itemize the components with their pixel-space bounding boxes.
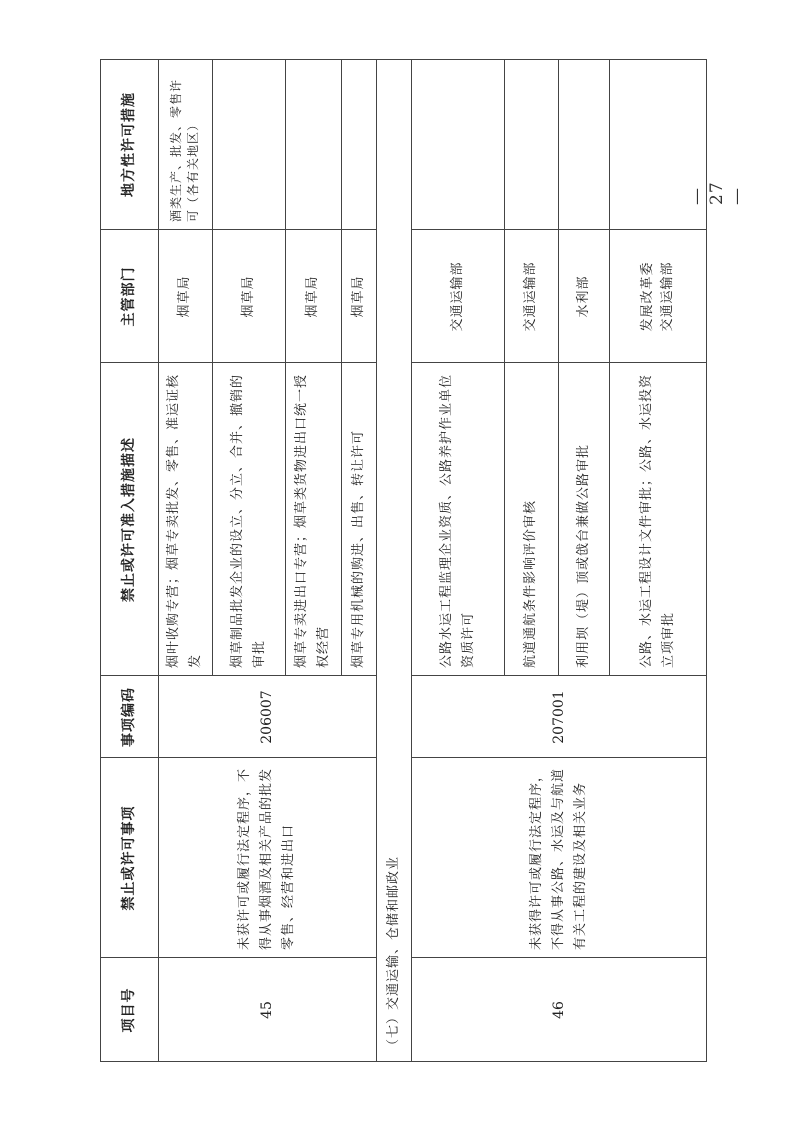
- row45-measure-1-description: 烟叶收购专营；烟草专卖批发、零售、准运证核发: [166, 373, 203, 668]
- header-item: 禁止或许可事项: [121, 805, 137, 911]
- row46-item-no: 46: [551, 1001, 567, 1019]
- row45-measure-4-local: [341, 59, 376, 230]
- row45-measure-2-department: 烟草局: [240, 275, 256, 318]
- row45-measure-4-description: 烟草专用机械的购进、出售、转让许可: [350, 429, 366, 668]
- row45-measure-4-department: 烟草局: [350, 275, 366, 318]
- row46-measure-1-description: 公路水运工程监理企业资质、公路养护作业单位资质许可: [438, 373, 476, 668]
- row45-measure-3-local: [285, 59, 341, 230]
- row46-measure-2-department: 交通运输部: [523, 261, 538, 332]
- row45-measure-1-department: 烟草局: [177, 275, 192, 318]
- row46-measure-1-department: 交通运输部: [449, 261, 465, 332]
- row45-item-no: 45: [259, 1001, 275, 1019]
- row45-measure-1-local: 酒类生产、批发、零售许可（各有关地区）: [169, 78, 200, 222]
- header-department: 主管部门: [121, 266, 137, 327]
- row46-item: 未获得许可或履行法定程序，不得从事公路、水运及与航道有关工程的建设及相关业务: [529, 767, 588, 950]
- row45-measure-2-description: 烟草制品批发企业的设立、分立、合并、撤销的审批: [229, 373, 267, 668]
- header-item-no: 项目号: [121, 987, 137, 1033]
- header-description: 禁止或许可准入措施描述: [121, 437, 137, 602]
- row45-measure-2-local: [212, 59, 285, 230]
- row46-measure-4-description: 公路、水运工程设计文件审批；公路、水运投资立项审批: [638, 373, 676, 668]
- rotated-table-page: [100, 59, 707, 1062]
- row45-measure-3-department: 烟草局: [305, 275, 320, 318]
- row46-measure-2-description: 航道通航条件影响评价审核: [523, 499, 538, 668]
- row46-measure-3-description: 利用坝（堤）顶或戗台兼做公路审批: [575, 443, 591, 668]
- page-number: — 27 —: [687, 181, 747, 205]
- row45-measure-3-description: 烟草专卖进出口专营；烟草类货物进出口统一授权经营: [294, 373, 331, 668]
- row46-measure-4-department: 发展改革委 交通运输部: [639, 261, 675, 332]
- row45-code: 206007: [259, 690, 275, 744]
- row46-measure-3-local: [558, 59, 609, 230]
- header-local-measures: 地方性许可措施: [121, 92, 137, 197]
- row46-measure-1-local: [411, 59, 504, 230]
- row46-measure-2-local: [504, 59, 558, 230]
- row46-measure-3-department: 水利部: [575, 275, 591, 318]
- section-title: （七）交通运输、仓储和邮政业: [385, 855, 401, 1052]
- row46-code: 207001: [551, 690, 567, 744]
- regulation-table: [100, 59, 707, 1062]
- row45-item: 未获许可或履行法定程序，不得从事烟酒及相关产品的批发零售、经营和进出口: [237, 767, 296, 950]
- header-code: 事项编码: [121, 687, 137, 747]
